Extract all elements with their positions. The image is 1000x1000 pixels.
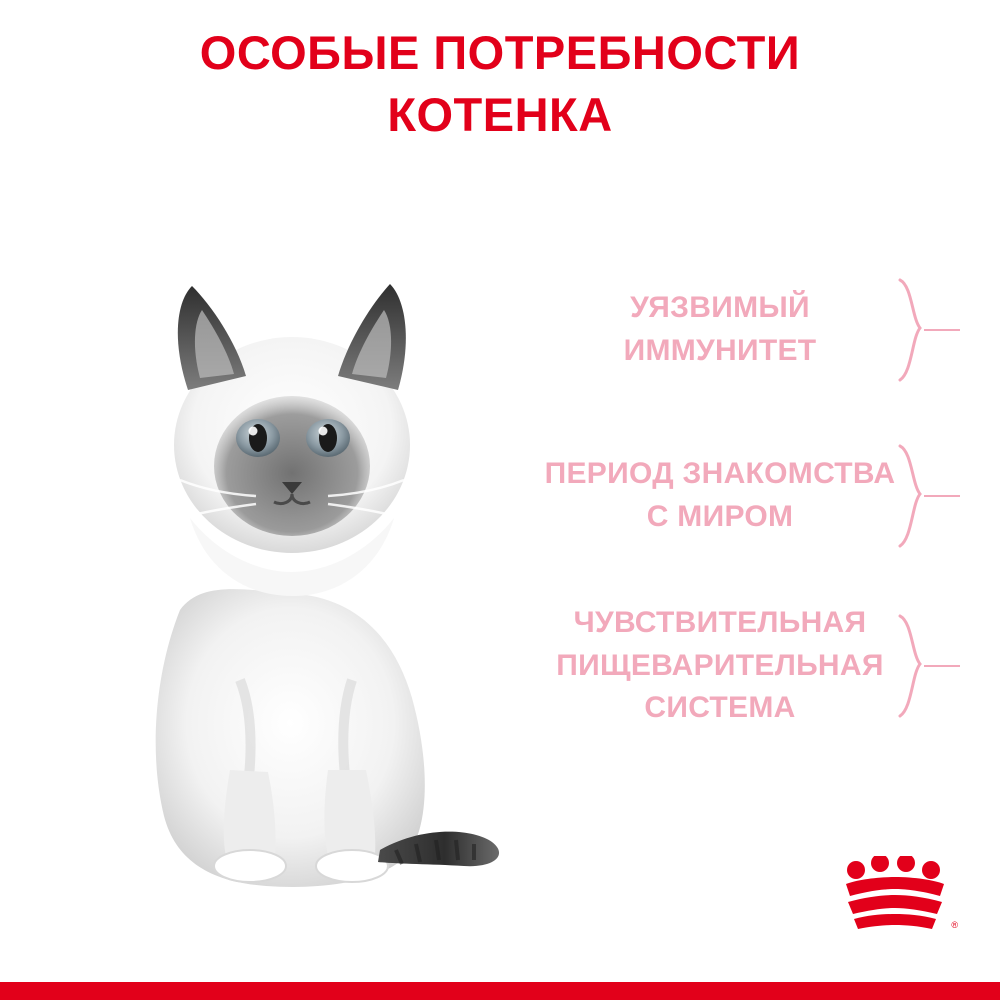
bracket-icon [898, 614, 924, 718]
feature-label-immunity [540, 287, 900, 372]
feature-line: СИСТЕМА [644, 691, 796, 725]
feature-line: ИММУНИТЕТ [623, 334, 817, 367]
feature-list [540, 270, 960, 776]
page-title-line-2: КОТЕНКА [387, 88, 613, 142]
feature-item-immunity [540, 270, 960, 390]
connector-line [924, 329, 960, 331]
bracket-icon [898, 278, 924, 382]
feature-line: УЯЗВИМЫЙ [630, 291, 810, 325]
feature-line: ПЕРИОД ЗНАКОМСТВА [544, 457, 896, 491]
bottom-accent-bar [0, 982, 1000, 1000]
connector-line [924, 495, 960, 497]
feature-line: ПИЩЕВАРИТЕЛЬНАЯ [556, 648, 884, 682]
feature-item-socialization [540, 436, 960, 556]
feature-line: С МИРОМ [646, 500, 794, 533]
page-title [60, 22, 940, 146]
kitten-photo [60, 250, 520, 890]
page-title-line-1: ОСОБЫЕ ПОТРЕБНОСТИ [199, 26, 801, 79]
bracket-icon [898, 444, 924, 548]
royal-canin-crown-logo [836, 856, 958, 934]
connector-line [924, 665, 960, 667]
feature-label-socialization [540, 453, 900, 538]
feature-item-digestion [540, 602, 960, 730]
feature-line: ЧУВСТВИТЕЛЬНАЯ [573, 606, 867, 639]
registered-mark: ® [951, 920, 958, 930]
feature-label-digestion [540, 602, 900, 730]
